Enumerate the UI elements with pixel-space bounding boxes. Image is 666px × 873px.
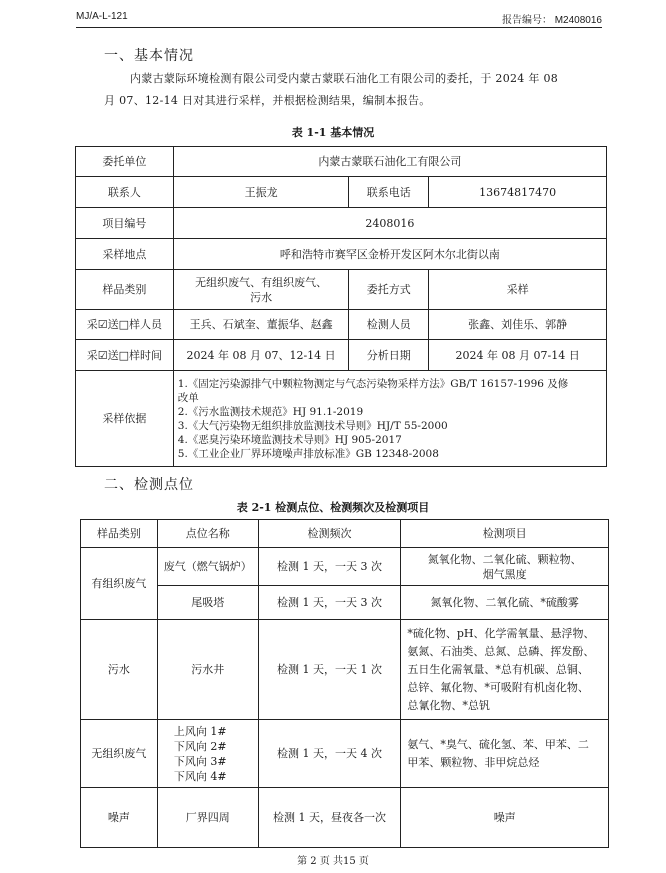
item-line: *硫化物、pH、化学需氧量、悬浮物、: [407, 626, 595, 640]
wastewater-category: 污水: [81, 620, 158, 720]
item-line: 氮氧化物、二氧化硫、颗粒物、: [427, 552, 582, 566]
project-label: 项目编号: [76, 208, 174, 239]
item-line: 氨气、*臭气、硫化氢、苯、甲苯、二: [407, 737, 589, 751]
sample-time-label: 采☑送□样时间: [76, 340, 174, 371]
header-point-name: 点位名称: [157, 520, 258, 548]
basis-list: [173, 371, 606, 467]
wastewater-frequency: 检测 1 天，一天 1 次: [258, 620, 401, 720]
unorganized-frequency: 检测 1 天，一天 4 次: [258, 720, 401, 788]
sample-type-line: 无组织废气、有组织废气、: [195, 275, 328, 289]
analysis-date-label: 分析日期: [349, 340, 429, 371]
basis-label: 采样依据: [76, 371, 174, 467]
point-line: 上风向 1#: [173, 724, 227, 738]
doc-code: MJ/A-L-121: [76, 11, 128, 22]
phone-label: 联系电话: [349, 177, 429, 208]
page-header: [76, 9, 602, 28]
contact-value: 王振龙: [173, 177, 349, 208]
item-line: 总氰化物、*总钒: [407, 698, 490, 712]
project-value: 2408016: [173, 208, 606, 239]
unorganized-items: [401, 720, 609, 788]
header-sample-category: 样品类别: [81, 520, 158, 548]
header-frequency: 检测频次: [258, 520, 401, 548]
tower-point: 尾吸塔: [157, 586, 258, 620]
basis-item: 3.《大气污染物无组织排放监测技术导则》HJ/T 55-2000: [177, 419, 448, 432]
boiler-items: [401, 548, 609, 586]
basis-item: 改单: [177, 391, 199, 404]
item-line: 总锌、氟化物、*可吸附有机卤化物、: [407, 680, 589, 694]
header-items: 检测项目: [401, 520, 609, 548]
location-value: 呼和浩特市赛罕区金桥开发区阿木尔北街以南: [173, 239, 606, 270]
noise-category: 噪声: [81, 788, 158, 848]
noise-point: 厂界四周: [157, 788, 258, 848]
tower-frequency: 检测 1 天，一天 3 次: [258, 586, 401, 620]
item-line: 甲苯、颗粒物、非甲烷总烃: [407, 755, 540, 769]
report-number: 报告编号： M2408016: [501, 15, 602, 26]
client-label: 委托单位: [76, 147, 174, 177]
noise-items: 噪声: [401, 788, 609, 848]
boiler-point: 废气（燃气锅炉）: [157, 548, 258, 586]
location-label: 采样地点: [76, 239, 174, 270]
item-line: 氨氮、石油类、总氮、总磷、挥发酚、: [407, 644, 595, 658]
page-footer: 第 2 页 共15 页: [297, 856, 369, 867]
tower-items: 氮氧化物、二氧化硫、*硫酸雾: [401, 586, 609, 620]
unorganized-points: [157, 720, 258, 788]
wastewater-items: [401, 620, 609, 720]
contact-label: 联系人: [76, 177, 174, 208]
phone-value: 13674817470: [429, 177, 607, 208]
basis-item: 5.《工业企业厂界环境噪声排放标准》GB 12348-2008: [177, 447, 439, 460]
intro-line: 月 07、12-14 日对其进行采样，并根据检测结果，编制本报告。: [104, 94, 431, 107]
monitoring-points-table: [80, 519, 609, 848]
sample-time-value: 2024 年 08 月 07、12-14 日: [173, 340, 349, 371]
unorganized-category: 无组织废气: [81, 720, 158, 788]
intro-line: 内蒙古蒙际环境检测有限公司受内蒙古蒙联石油化工有限公司的委托，于 2024 年 08: [130, 72, 559, 85]
entrust-value: 采样: [429, 270, 607, 310]
sampler-label: 采☑送□样人员: [76, 310, 174, 340]
point-line: 下风向 4#: [173, 769, 227, 783]
noise-frequency: 检测 1 天，昼夜各一次: [258, 788, 401, 848]
section-title-basic: 一、基本情况: [104, 48, 194, 64]
basic-info-table: [75, 146, 607, 467]
analysis-date-value: 2024 年 08 月 07-14 日: [429, 340, 607, 371]
table2-caption: 表 2-1 检测点位、检测频次及检测项目: [236, 501, 430, 514]
wastewater-point: 污水井: [157, 620, 258, 720]
basis-item: 1.《固定污染源排气中颗粒物测定与气态污染物采样方法》GB/T 16157-1996 及修: [177, 377, 569, 390]
sample-type-value: [173, 270, 349, 310]
organized-category: 有组织废气: [81, 548, 158, 620]
sample-type-line: 污水: [250, 290, 273, 304]
point-line: 下风向 3#: [173, 754, 227, 768]
basis-item: 4.《恶臭污染环境监测技术导则》HJ 905-2017: [177, 433, 402, 446]
section-title-points: 二、检测点位: [104, 477, 194, 493]
basis-item: 2.《污水监测技术规范》HJ 91.1-2019: [177, 405, 364, 418]
item-line: 五日生化需氧量、*总有机碳、总铜、: [407, 662, 589, 676]
table1-caption: 表 1-1 基本情况: [291, 126, 375, 139]
tester-label: 检测人员: [349, 310, 429, 340]
client-value: 内蒙古蒙联石油化工有限公司: [173, 147, 606, 177]
item-line: 烟气黑度: [482, 567, 527, 581]
entrust-label: 委托方式: [349, 270, 429, 310]
tester-value: 张鑫、刘佳乐、郭静: [429, 310, 607, 340]
sampler-value: 王兵、石斌奎、董振华、赵鑫: [173, 310, 349, 340]
intro-paragraph: [104, 68, 604, 112]
sample-type-label: 样品类别: [76, 270, 174, 310]
boiler-frequency: 检测 1 天，一天 3 次: [258, 548, 401, 586]
point-line: 下风向 2#: [173, 739, 227, 753]
